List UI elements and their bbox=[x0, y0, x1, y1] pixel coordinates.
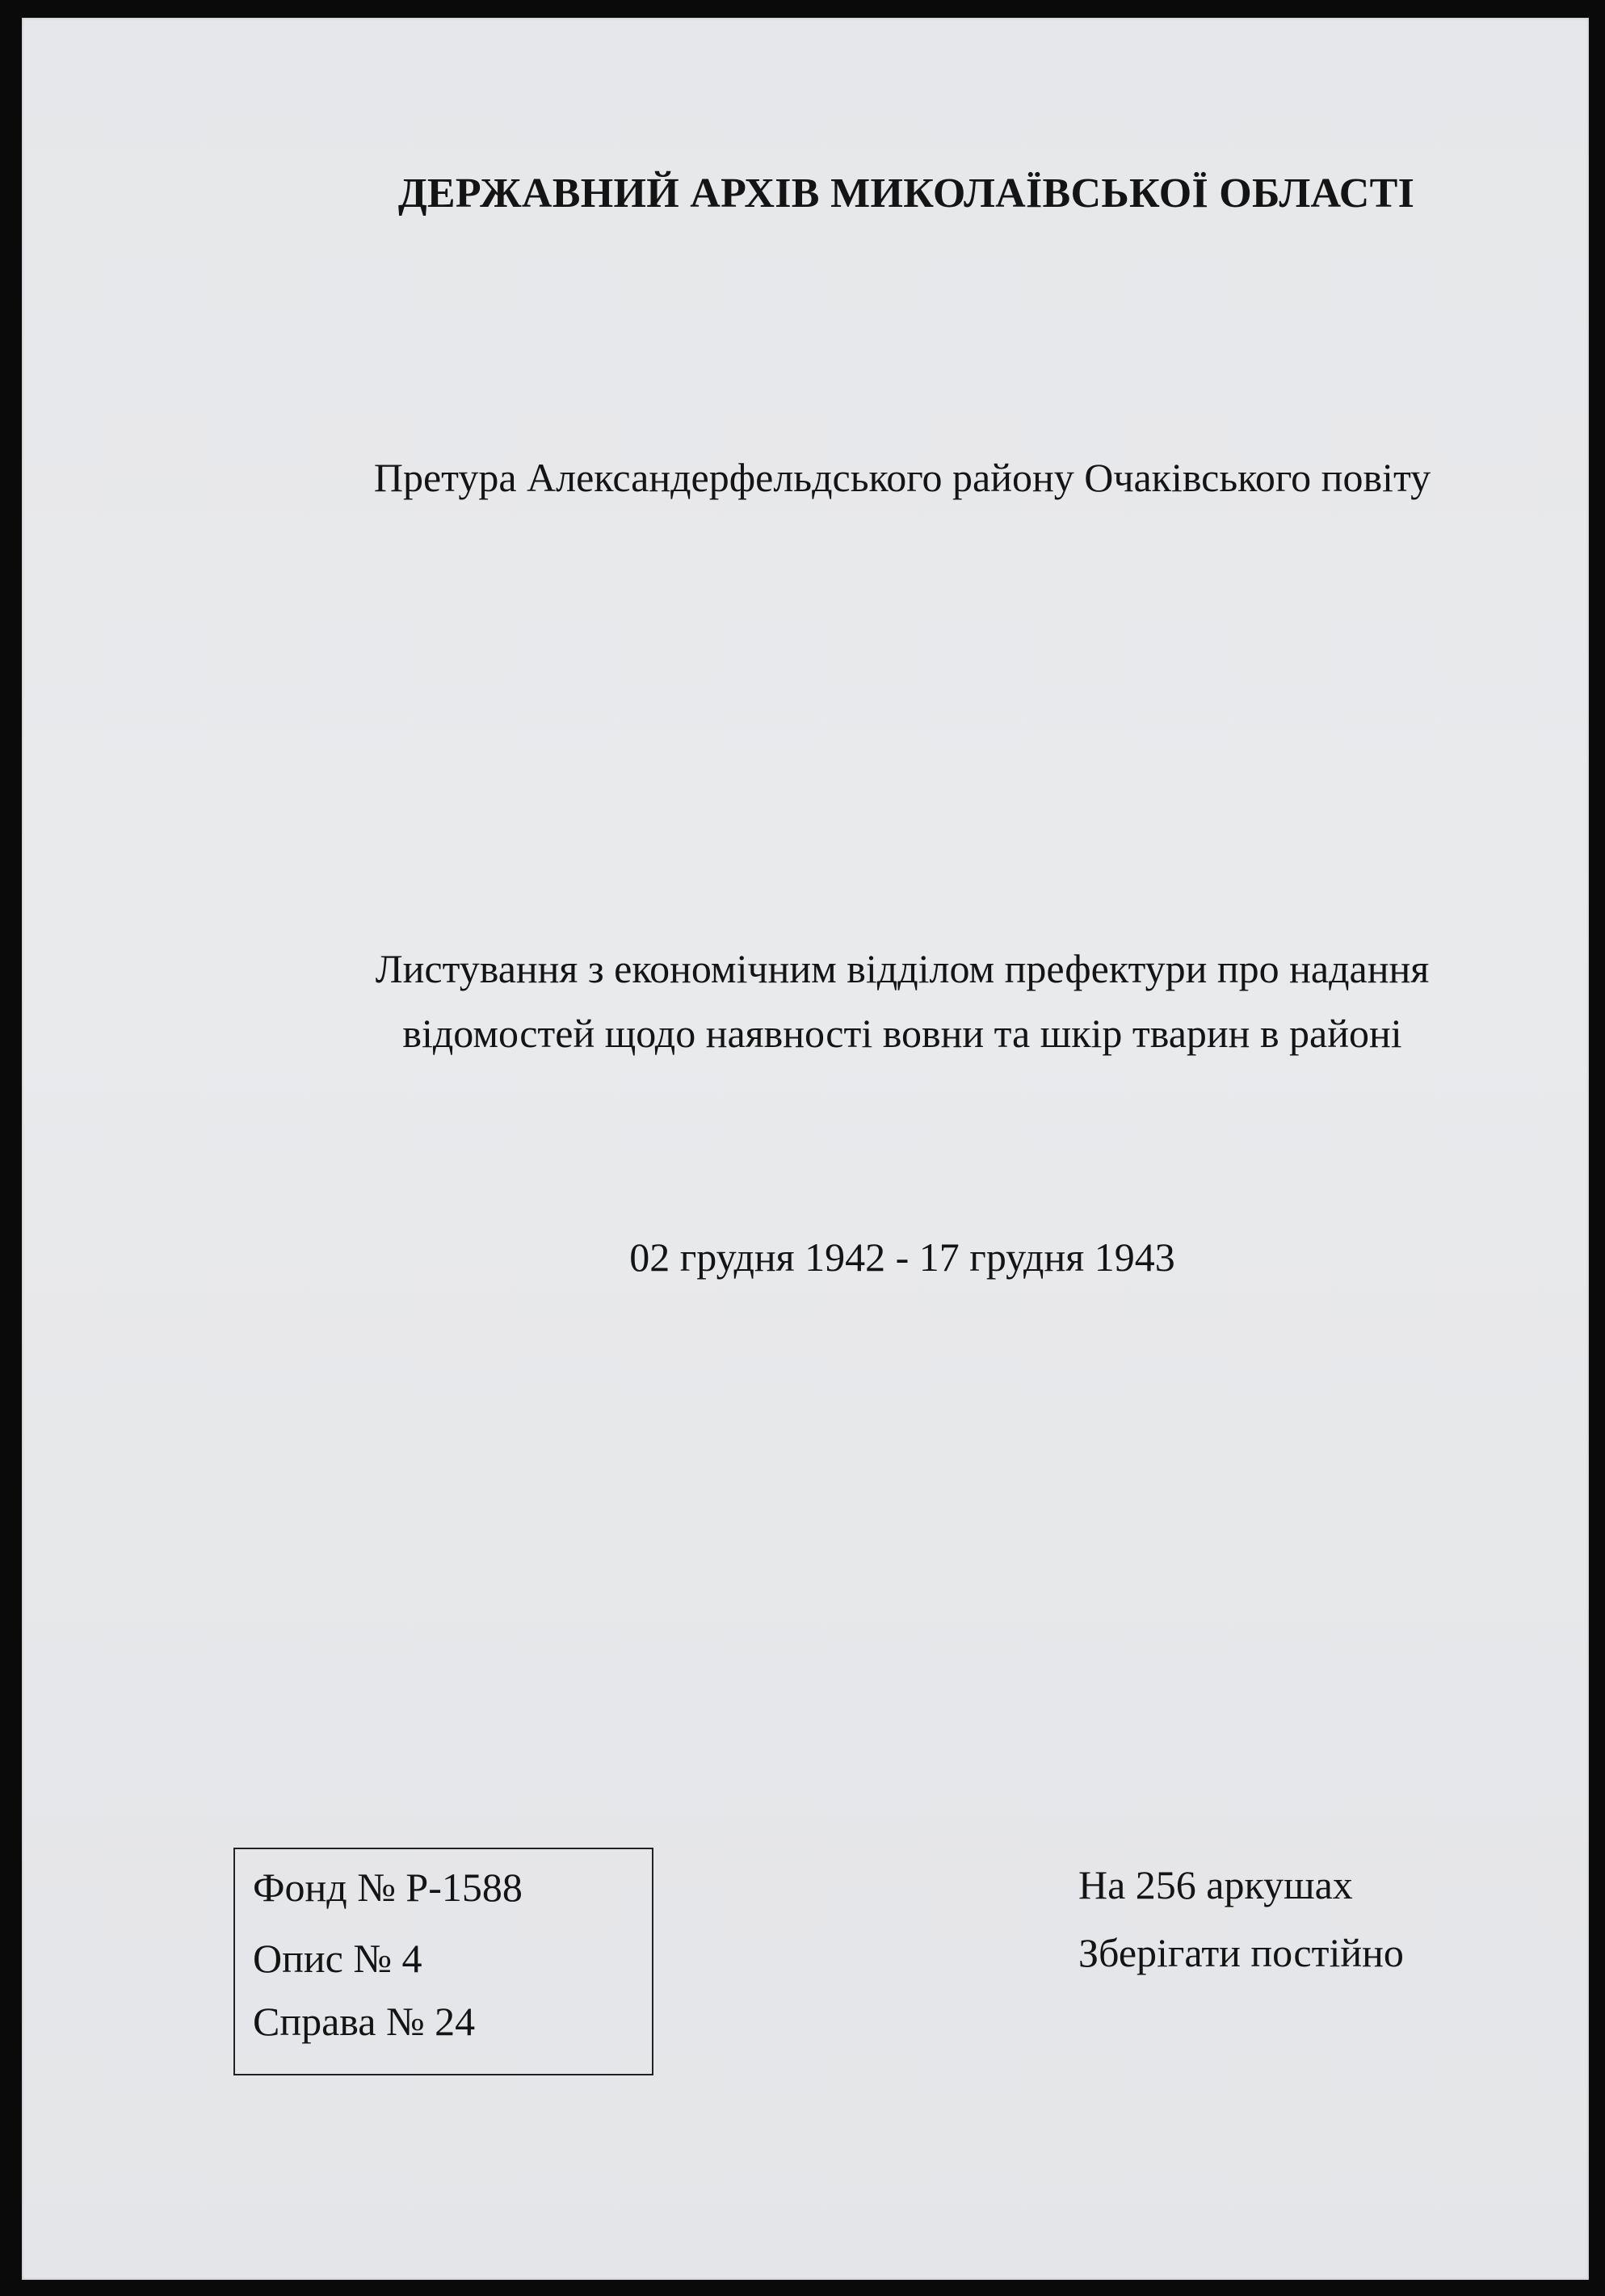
opys-number: Опис № 4 bbox=[253, 1936, 422, 1981]
sprava-number: Справа № 24 bbox=[253, 1999, 476, 2044]
case-title-line-2: відомостей щодо наявності вовни та шкір тварин в районі bbox=[402, 1011, 1402, 1056]
retention-note: Зберігати постійно bbox=[1078, 1930, 1404, 1975]
document-page bbox=[22, 18, 1589, 2280]
reference-box bbox=[233, 1848, 653, 2075]
archive-title: ДЕРЖАВНИЙ АРХІВ МИКОЛАЇВСЬКОЇ ОБЛАСТІ bbox=[397, 170, 1415, 217]
organization-name: Претура Александерфельдського району Очаківського повіту bbox=[373, 455, 1431, 500]
case-title-line-1: Листування з економічним відділом префектури про надання bbox=[375, 946, 1430, 991]
fond-number: Фонд № Р-1588 bbox=[253, 1865, 523, 1910]
date-range: 02 грудня 1942 - 17 грудня 1943 bbox=[629, 1234, 1175, 1280]
sheets-count: На 256 аркушах bbox=[1078, 1862, 1353, 1907]
